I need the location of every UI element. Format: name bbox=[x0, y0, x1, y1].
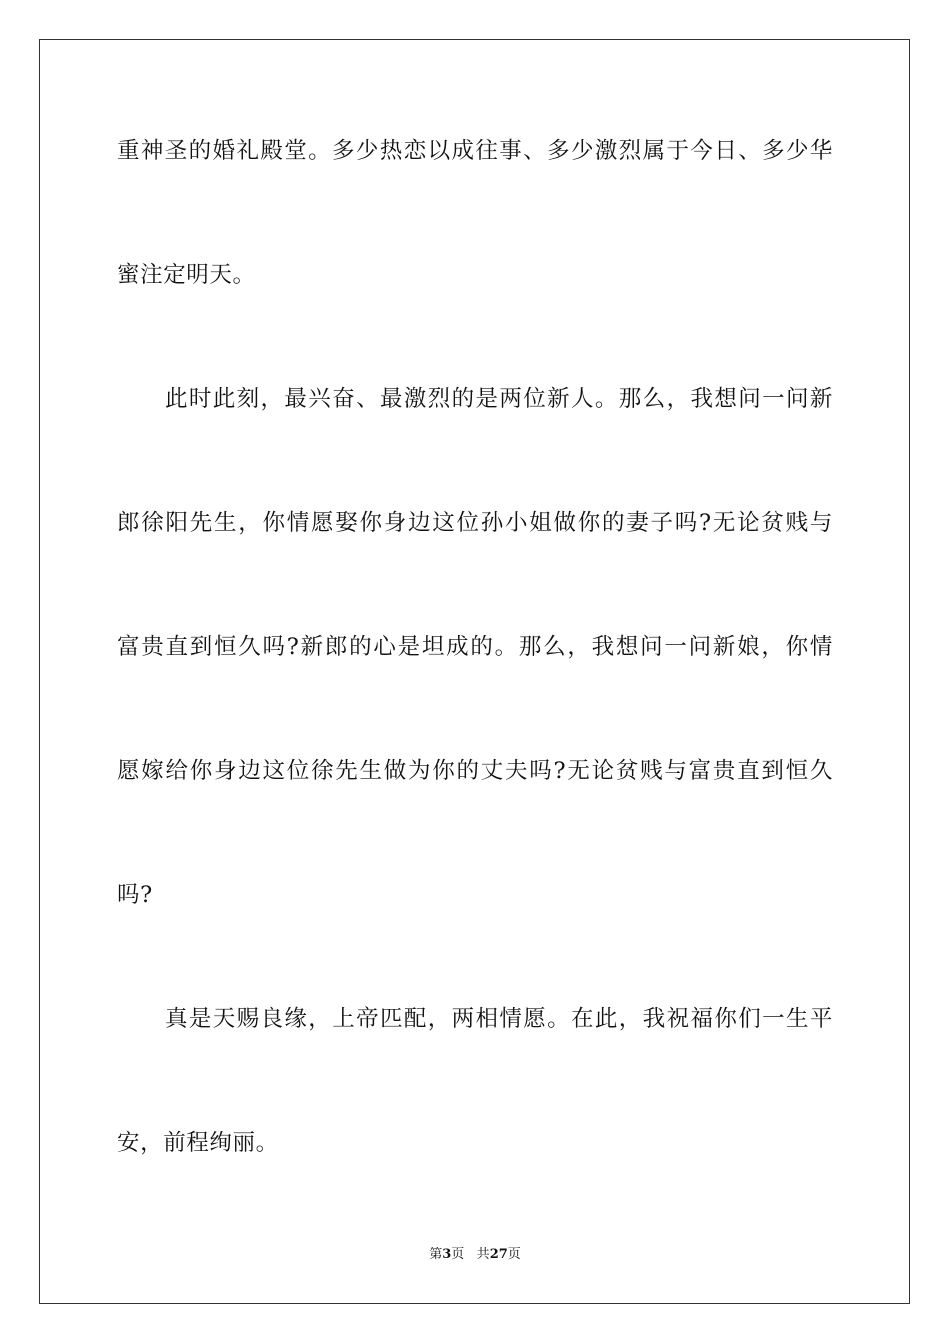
text-line-1: 重神圣的婚礼殿堂。多少热恋以成往事、多少激烈属于今日、多少华 bbox=[117, 138, 833, 164]
text-line-9: 安，前程绚丽。 bbox=[117, 1130, 279, 1156]
text-line-3: 此时此刻，最兴奋、最激烈的是两位新人。那么，我想问一问新 bbox=[165, 386, 833, 412]
total-label-suffix: 页 bbox=[507, 1247, 521, 1262]
page-number: 3 bbox=[442, 1247, 452, 1262]
page-border bbox=[39, 39, 910, 1304]
text-line-2: 蜜注定明天。 bbox=[117, 262, 256, 288]
page-footer bbox=[0, 1246, 950, 1264]
total-pages: 27 bbox=[489, 1247, 508, 1262]
text-line-5: 富贵直到恒久吗?新郎的心是坦成的。那么，我想问一问新娘，你情 bbox=[117, 634, 833, 660]
text-line-7: 吗? bbox=[117, 882, 153, 908]
total-label-prefix: 共 bbox=[476, 1247, 490, 1262]
page-label-prefix: 第 bbox=[429, 1247, 443, 1262]
text-line-4: 郎徐阳先生，你情愿娶你身边这位孙小姐做你的妻子吗?无论贫贱与 bbox=[117, 510, 833, 536]
page-label-suffix: 页 bbox=[451, 1247, 465, 1262]
text-line-8: 真是天赐良缘，上帝匹配，两相情愿。在此，我祝福你们一生平 bbox=[165, 1006, 833, 1032]
text-line-6: 愿嫁给你身边这位徐先生做为你的丈夫吗?无论贫贱与富贵直到恒久 bbox=[117, 758, 833, 784]
